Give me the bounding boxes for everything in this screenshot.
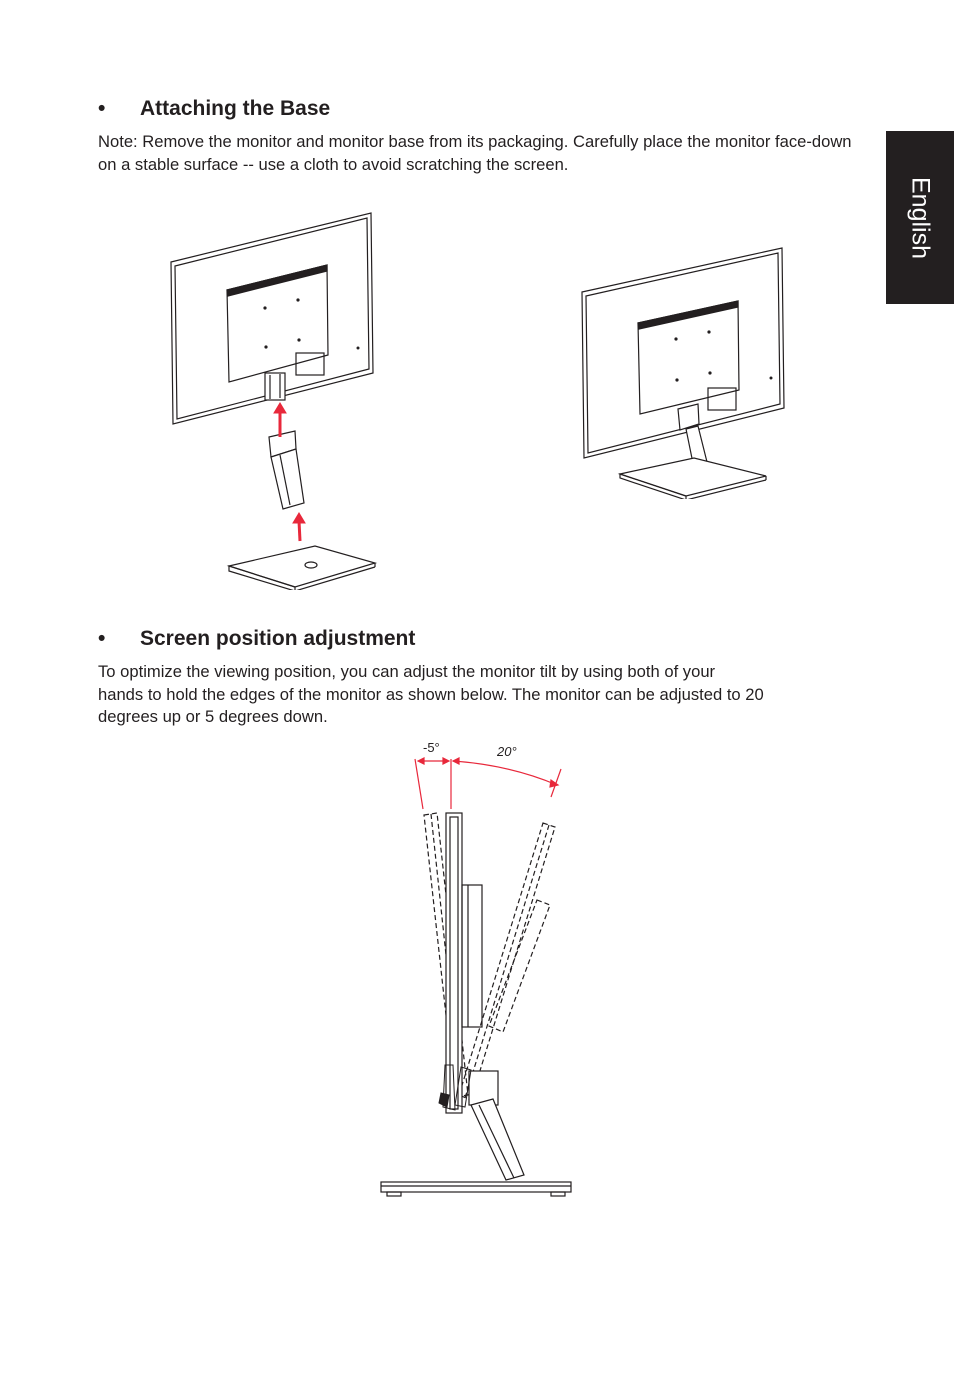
section-heading-screen-position: [98, 627, 415, 651]
section-heading-attaching-base: [98, 97, 330, 121]
down-angle-label: -5°: [423, 740, 440, 755]
tilt-description-line: hands to hold the edges of the monitor as shown below. The monitor can be adjusted to 20: [98, 684, 764, 704]
assembled-monitor-illustration: [578, 244, 788, 499]
bullet: •: [98, 97, 106, 120]
up-angle-label: 20°: [497, 744, 517, 759]
language-tab: [886, 131, 954, 304]
tilt-range-diagram: [375, 735, 580, 1200]
bullet: •: [98, 627, 106, 650]
attach-note: Note: Remove the monitor and monitor base from its packaging. Carefully place the monitor face-down on a stable surface -- use a cloth to avoid scratching the screen.: [98, 132, 852, 174]
tilt-description-line: To optimize the viewing position, you can adjust the monitor tilt by using both of your: [98, 662, 716, 681]
attach-base-illustration: [165, 205, 390, 590]
heading-text: Screen position adjustment: [140, 627, 416, 650]
heading-text: Attaching the Base: [140, 97, 331, 120]
tilt-description: [98, 661, 878, 729]
tilt-description-line: degrees up or 5 degrees down.: [98, 707, 328, 726]
language-tab-label: English: [906, 176, 935, 259]
